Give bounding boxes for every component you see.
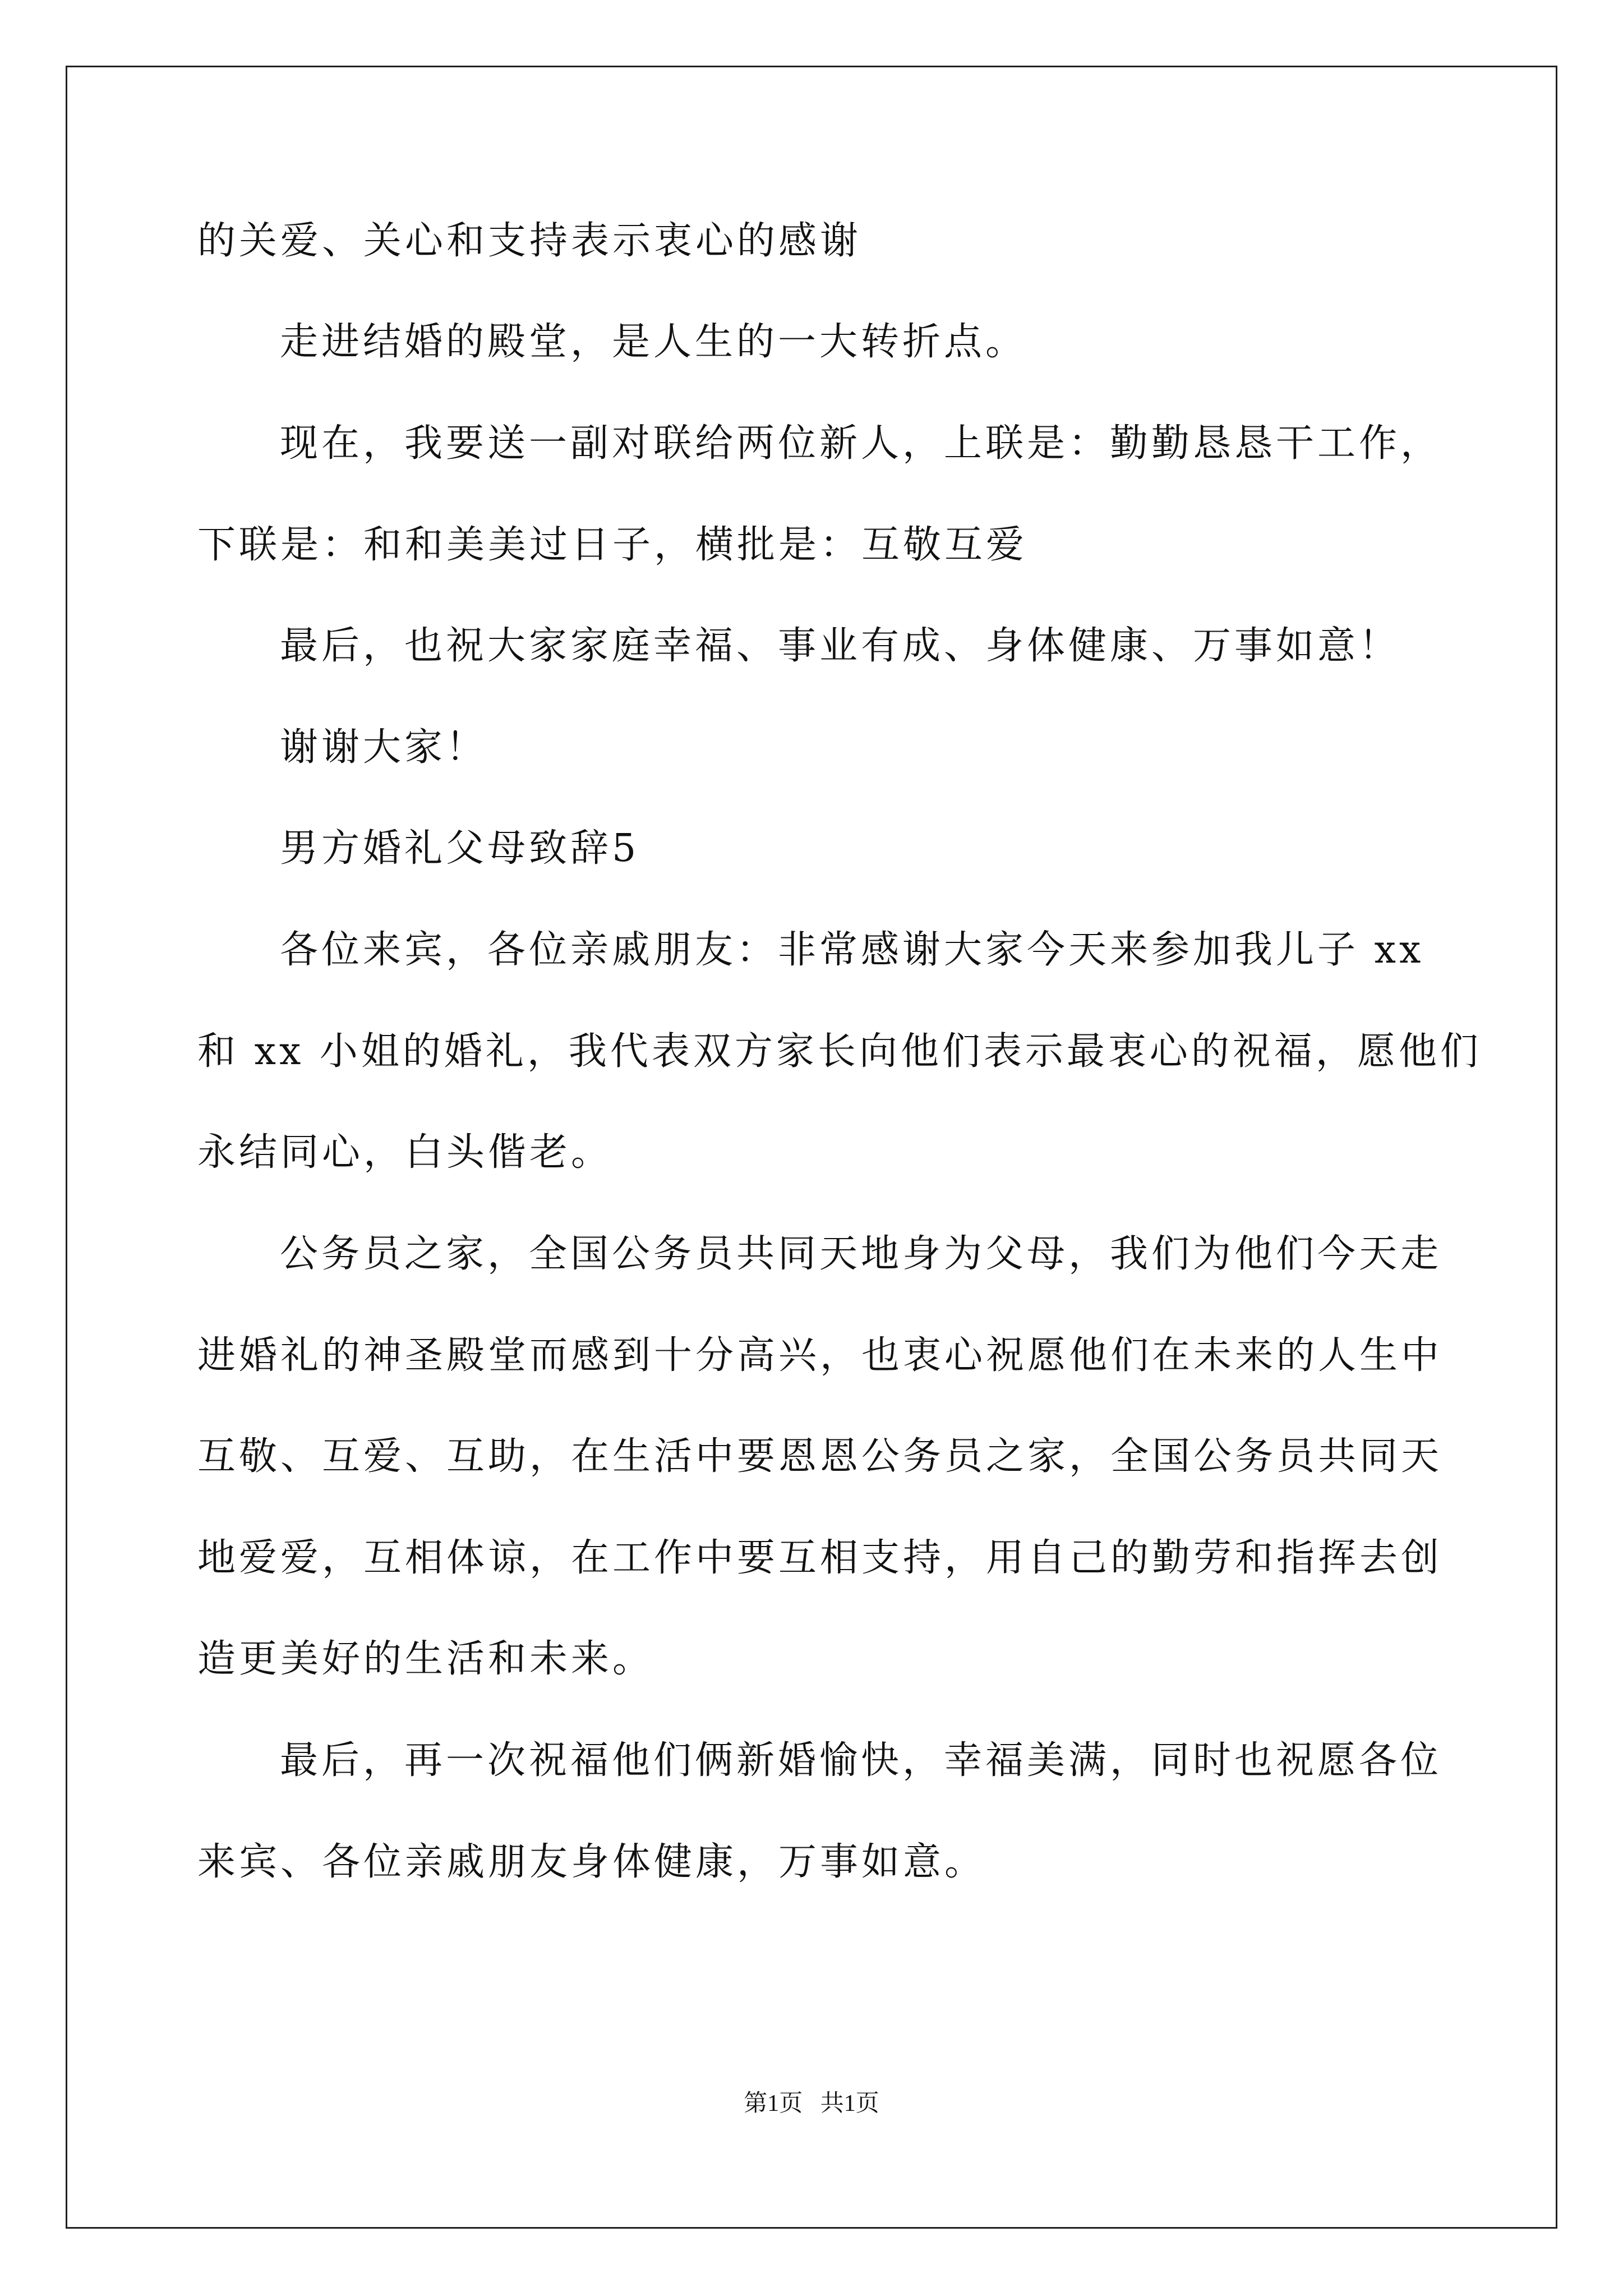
text-line: 谢谢大家！ bbox=[280, 725, 488, 770]
text-line: 来宾、各位亲戚朋友身体健康，万事如意。 bbox=[197, 1840, 986, 1884]
text-line: 现在，我要送一副对联给两位新人，上联是：勤勤恳恳干工作， bbox=[280, 421, 1442, 466]
text-line: 下联是：和和美美过日子，横批是：互敬互爱 bbox=[197, 523, 1028, 567]
text-line: 公务员之家，全国公务员共同天地身为父母，我们为他们今天走 bbox=[280, 1232, 1442, 1276]
text-line: 走进结婚的殿堂，是人生的一大转折点。 bbox=[280, 320, 1027, 364]
text-line: 永结同心，白头偕老。 bbox=[197, 1130, 613, 1175]
text-line: 地爱爱，互相体谅，在工作中要互相支持，用自己的勤劳和指挥去创 bbox=[197, 1536, 1443, 1580]
page-number-footer: 第1页 共1页 bbox=[744, 2091, 879, 2116]
text-line: 最后，再一次祝福他们俩新婚愉快，幸福美满，同时也祝愿各位 bbox=[280, 1738, 1442, 1783]
text-line: 各位来宾，各位亲戚朋友：非常感谢大家今天来参加我儿子 xx bbox=[280, 928, 1424, 972]
text-line: 的关爱、关心和支持表示衷心的感谢 bbox=[197, 219, 862, 263]
section-heading: 男方婚礼父母致辞5 bbox=[280, 826, 640, 871]
text-line: 互敬、互爱、互助，在生活中要恩恩公务员之家，全国公务员共同天 bbox=[197, 1434, 1443, 1479]
text-line: 进婚礼的神圣殿堂而感到十分高兴，也衷心祝愿他们在未来的人生中 bbox=[197, 1333, 1443, 1378]
text-line: 最后，也祝大家家庭幸福、事业有成、身体健康、万事如意！ bbox=[280, 624, 1401, 668]
text-line: 和 xx 小姐的婚礼，我代表双方家长向他们表示最衷心的祝福，愿他们 bbox=[197, 1029, 1482, 1074]
text-line: 造更美好的生活和未来。 bbox=[197, 1637, 654, 1681]
